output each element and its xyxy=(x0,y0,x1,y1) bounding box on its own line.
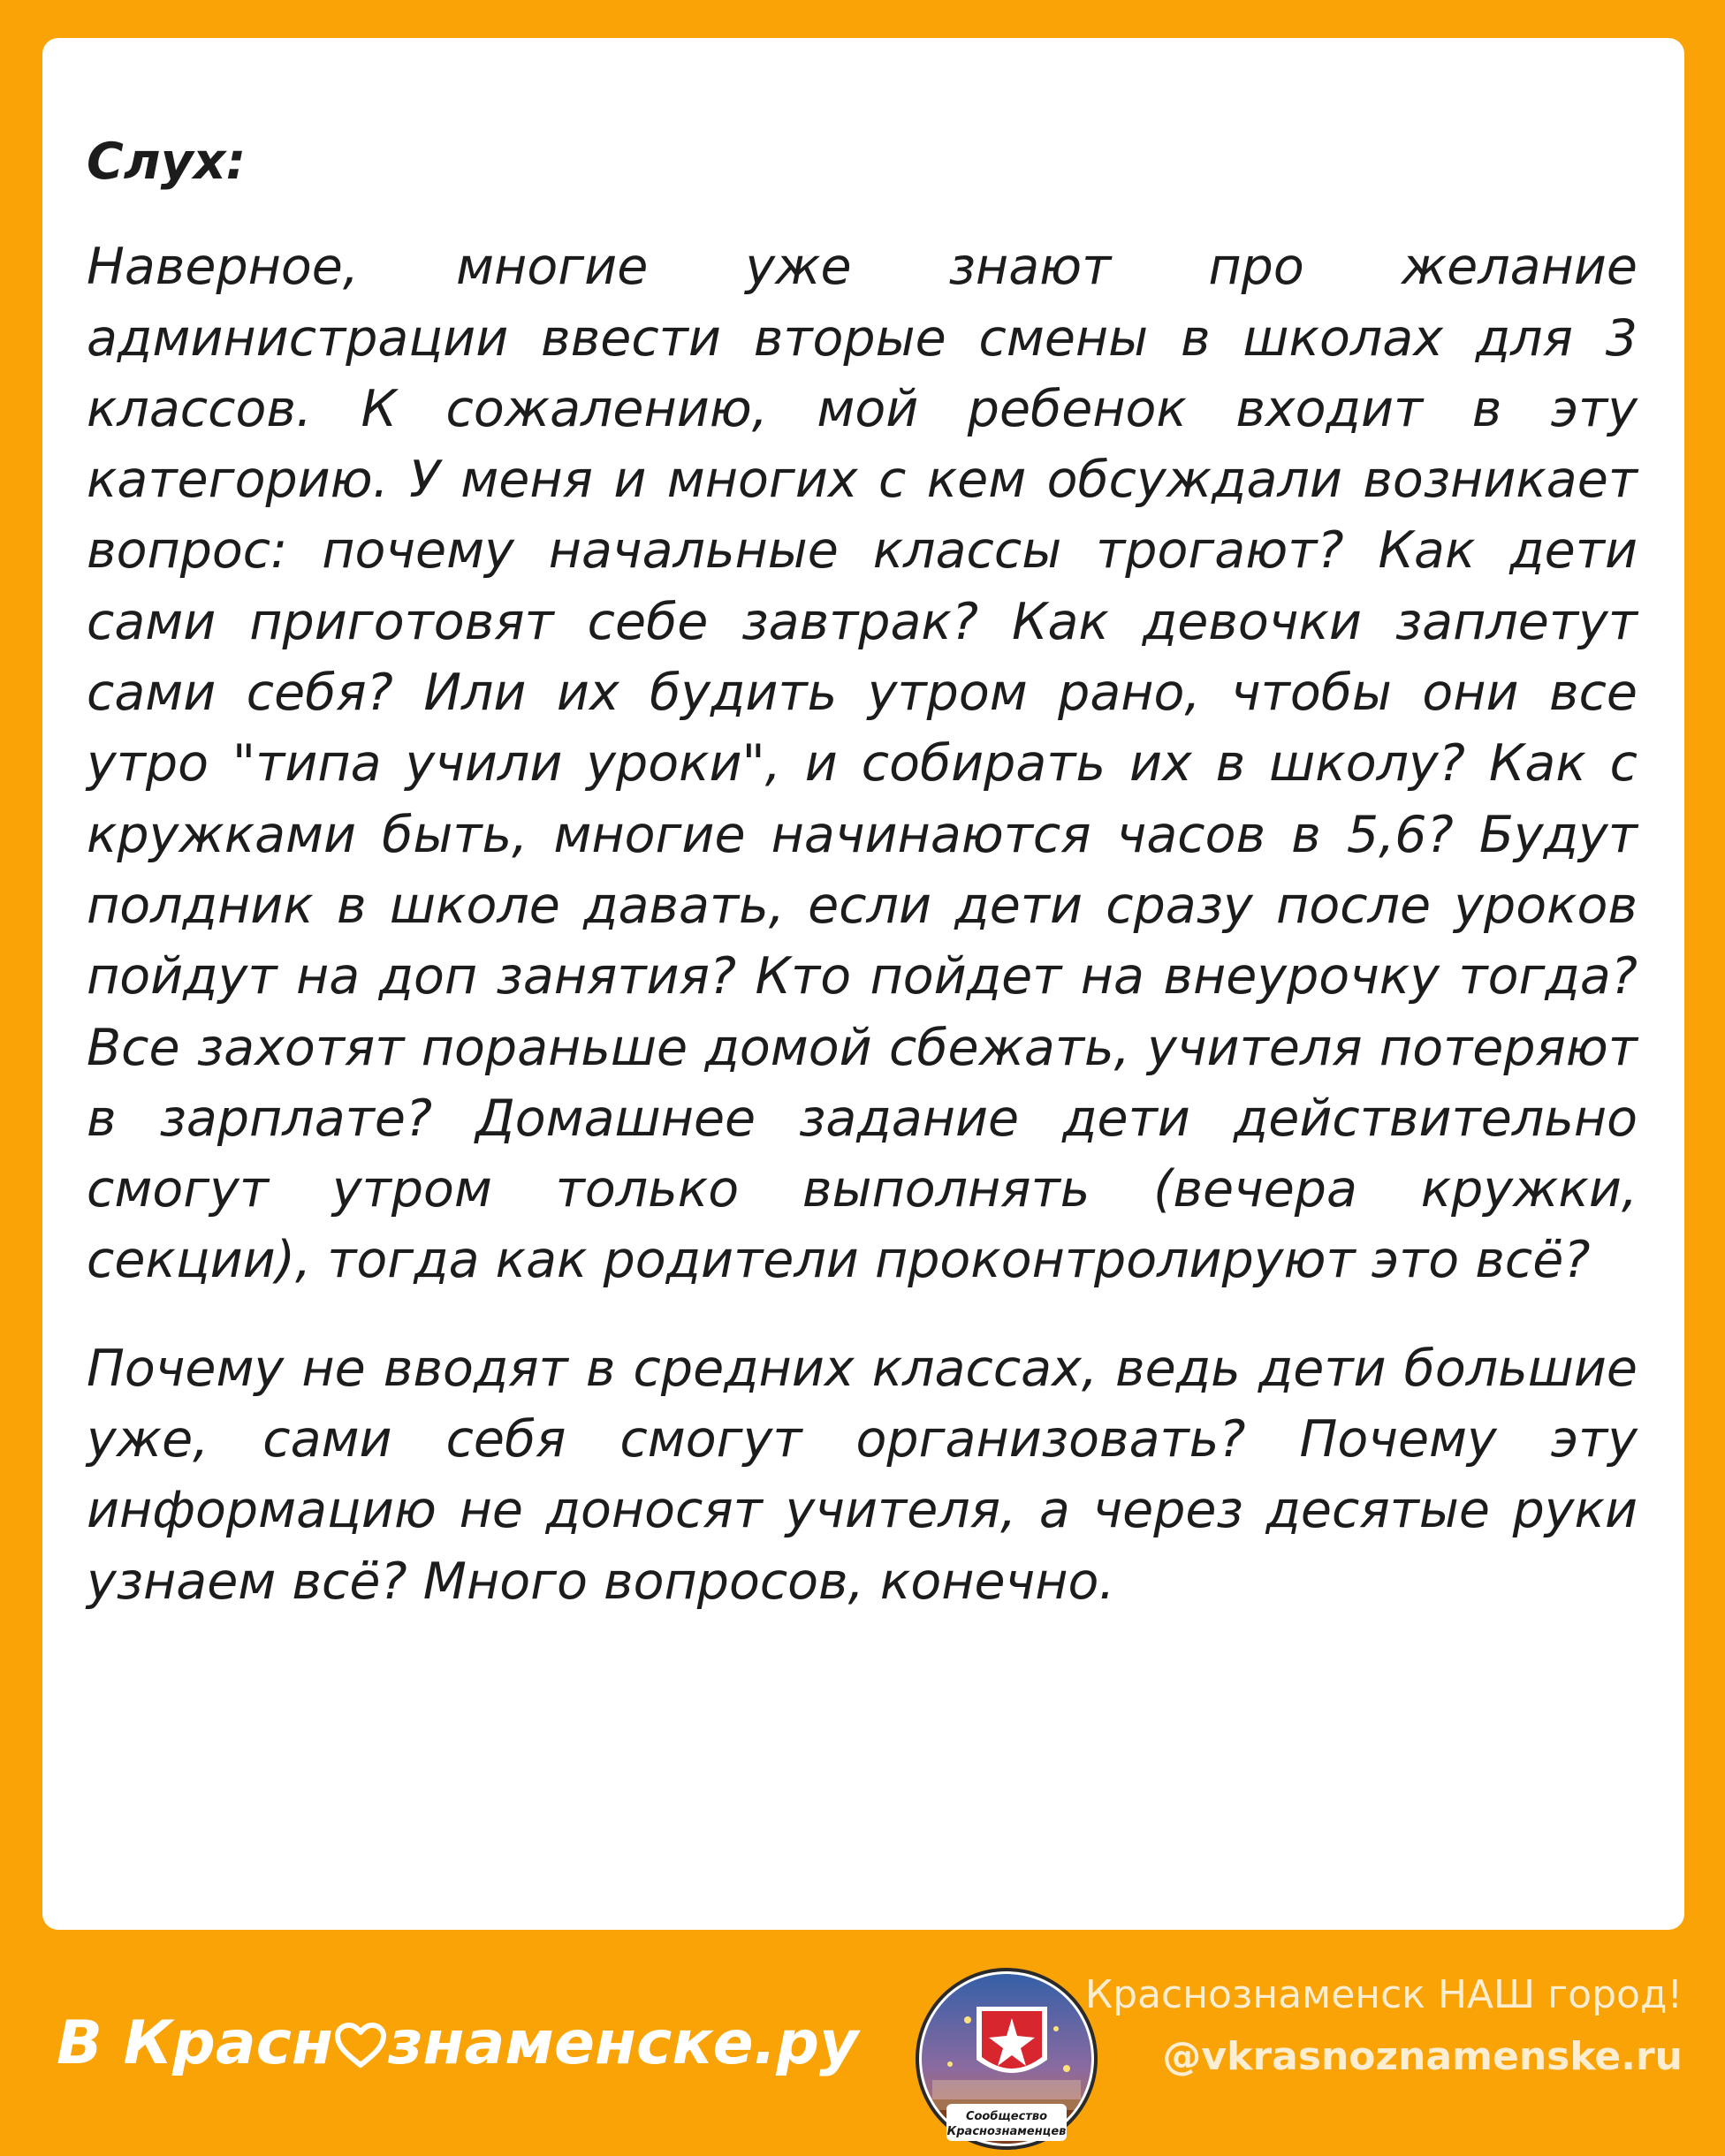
footer-tagline xyxy=(1085,1963,1683,2087)
post-heading: Слух: xyxy=(87,133,247,191)
brand-text-end: знаменске.ру xyxy=(387,2008,859,2078)
brand-text-start: В Красн xyxy=(57,2008,333,2078)
logo-text-line1: Сообщество xyxy=(965,2110,1048,2123)
heart-icon xyxy=(334,2023,387,2069)
brand-logo[interactable] xyxy=(57,2004,858,2084)
tagline-slogan: Краснознаменск НАШ город! xyxy=(1084,1972,1683,2017)
logo-text-line2: Краснознаменцев xyxy=(946,2125,1067,2138)
community-logo[interactable] xyxy=(915,1967,1098,2151)
post-card xyxy=(42,38,1684,1930)
post-content xyxy=(87,126,1638,1654)
post-paragraph-2: Почему не вводят в средних классах, ведь дети большие уже, сами себя смогут организовать? Почему эту информацию не доносят учителя, а через десятые руки узнаем всё? Много вопросов, конечно. xyxy=(87,1339,1638,1611)
tagline-handle[interactable]: @vkrasnoznamenske.ru xyxy=(1162,2034,1683,2079)
footer-banner xyxy=(0,1930,1725,2156)
post-paragraph-1: Наверное, многие уже знают про желание администрации ввести вторые смены в школах для 3 классов. К сожалению, мой ребенок входит в эту категорию. У меня и многих с кем обсуждали возникает вопрос: почему начальные классы трогают? Как дети сами приготовят себе завтрак? Как девочки заплетут сами себя? Или их будить утром рано, чтобы они все утро "типа учили уроки", и собирать их в школу? Как с кружками быть, многие начинаются часов в 5,6? Будут полдник в школе давать, если дети сразу после уроков пойдут на доп занятия? Кто пойдет на внеурочку тогда? Все захотят пораньше домой сбежать, учителя потеряют в зарплате? Домашнее задание дети действительно смогут утром только выполнять (вечера кружки, секции), тогда как родители проконтролируют это всё? xyxy=(87,238,1638,1290)
